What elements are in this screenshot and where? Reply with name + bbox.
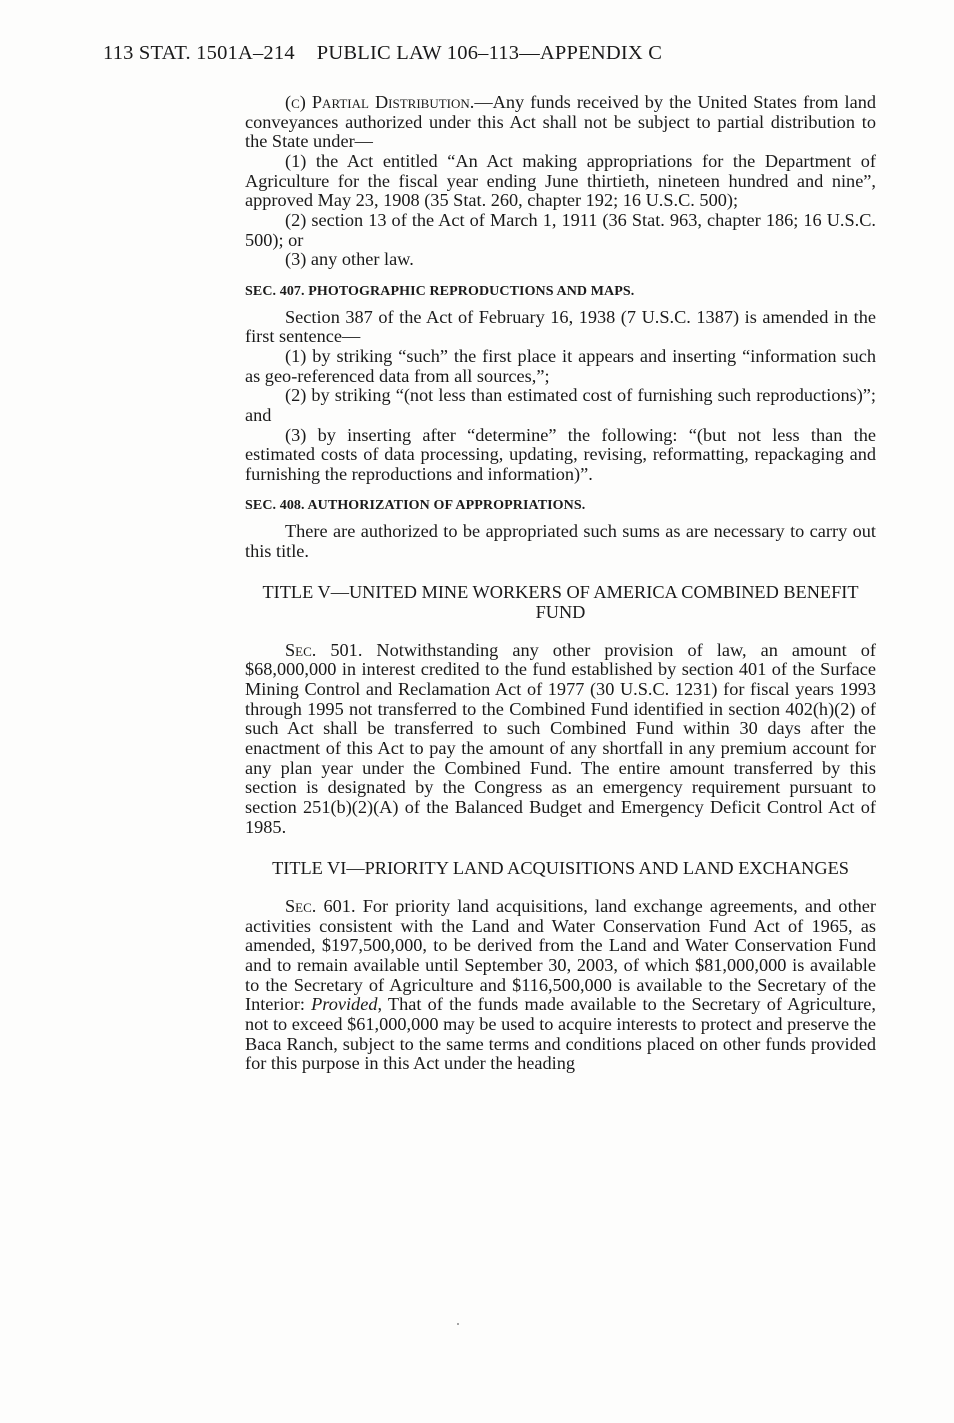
section-601-label: Sec. 601.: [285, 895, 356, 916]
title-5-heading: TITLE V—UNITED MINE WORKERS OF AMERICA COMBINED BENEFIT FUND: [262, 582, 859, 623]
section-501-label: Sec. 501.: [285, 639, 363, 660]
scan-speck: [457, 1323, 459, 1325]
section-601-text-continued: , That of the funds made available to the Secretary of Agriculture, not to exceed $61,000,000 may be used to acquire interests to protect and preserve the Baca Ranch, subject to the same terms and conditions placed on other funds provided for this purpose in this Act under the heading: [245, 994, 876, 1074]
partial-distribution-paragraph: [245, 93, 876, 152]
section-501-text: Notwithstanding any other provision of law, an amount of $68,000,000 in interest credited to the fund established by section 401 of the Surface Mining Control and Reclamation Act of 1977 (30 U.S.C. 1231) for fiscal years 1993 through 1995 not transferred to the Combined Fund identified in section 402(h)(2) of such Act shall be transferred to such Combined Fund within 30 days after the enactment of this Act to pay the amount of any shortfall in any premium account for any plan year under the Combined Fund. The entire amount transferred by this section is designated by the Congress as an emergency requirement pursuant to section 251(b)(2)(A) of the Balanced Budget and Emergency Deficit Control Act of 1985.: [245, 639, 876, 837]
running-header: [103, 42, 903, 65]
section-407-heading: SEC. 407. PHOTOGRAPHIC REPRODUCTIONS AND MAPS.: [245, 283, 635, 299]
statute-citation: 113 STAT. 1501A–214: [103, 42, 295, 64]
provided-italic: Provided: [311, 994, 378, 1015]
partial-distribution-intro: —Any funds received by the United States from land conveyances authorized under this Act shall not be subject to partial distribution to the State under—: [245, 92, 877, 152]
page-body: [245, 93, 876, 1074]
section-407-intro: Section 387 of the Act of February 16, 1938 (7 U.S.C. 1387) is amended in the first sentence—: [245, 306, 876, 347]
section-408-text: There are authorized to be appropriated such sums as are necessary to carry out this title.: [245, 521, 876, 561]
list-item: (1) by striking “such” the first place it appears and inserting “information such as geo-referenced data from all sources,”;: [245, 345, 876, 386]
section-501-paragraph: [245, 641, 876, 838]
list-item: (2) section 13 of the Act of March 1, 1911 (36 Stat. 963, chapter 186; 16 U.S.C. 500); or: [245, 209, 876, 250]
partial-distribution-label: (c) Partial Distribution.: [285, 92, 475, 112]
list-item: (2) by striking “(not less than estimated cost of furnishing such reproductions)”; and: [245, 385, 876, 425]
list-item: (3) any other law.: [285, 249, 414, 270]
title-6-heading: TITLE VI—PRIORITY LAND ACQUISITIONS AND LAND EXCHANGES: [272, 858, 849, 879]
section-601-text: For priority land acquisitions, land exchange agreements, and other activities consistent with the Land and Water Conservation Fund Act of 1965, as amended, $197,500,000, to be derived from the Land and Water Conservation Fund and to remain available until September 30, 2003, of which $81,000,000 is available to the Secretary of Agriculture and $116,500,000 is available to the Secretary of the Interior:: [245, 895, 876, 1015]
list-item: (1) the Act entitled “An Act making appropriations for the Department of Agriculture for the fiscal year ending June thirtieth, nineteen hundred and nine”, approved May 23, 1908 (35 Stat. 260, chapter 192; 16 U.S.C. 500);: [245, 150, 876, 211]
section-408-heading: SEC. 408. AUTHORIZATION OF APPROPRIATIONS.: [245, 498, 586, 514]
law-title: PUBLIC LAW 106–113—APPENDIX C: [316, 42, 663, 64]
section-601-paragraph: [245, 897, 876, 1074]
list-item: (3) by inserting after “determine” the following: “(but not less than the estimated costs of data processing, updating, revising, reformatting, repackaging and furnishing the reproductions and information)”.: [245, 424, 876, 484]
